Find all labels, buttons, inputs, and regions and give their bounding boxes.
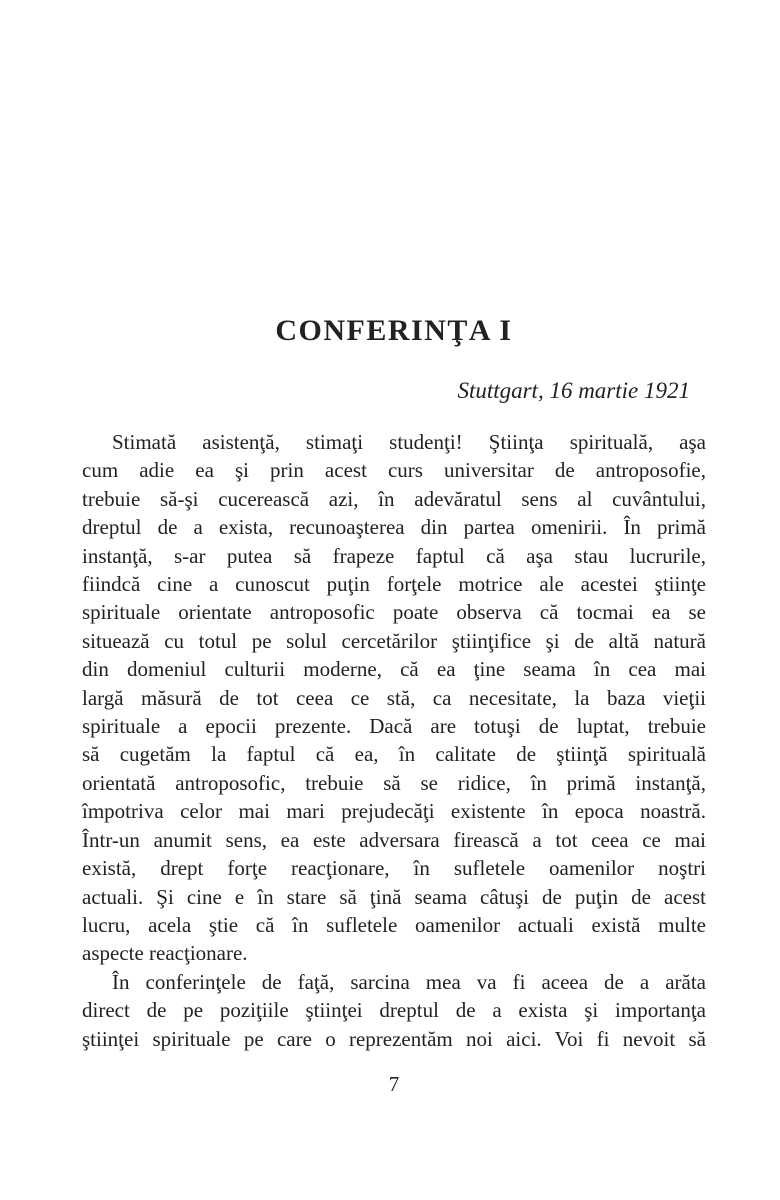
text-line: din domeniul culturii moderne, că ea ţine seama în cea mai bbox=[82, 657, 706, 682]
text-line: ştiinţei spirituale pe care o reprezentăm noi aici. Voi fi nevoit să bbox=[82, 1026, 706, 1051]
text-line: spirituale orientate antroposofic poate observa că tocmai ea se bbox=[82, 600, 706, 625]
text-line: lucru, acela ştie că în sufletele oamenilor actuali există multe bbox=[82, 912, 706, 937]
text-line: În conferinţele de faţă, sarcina mea va fi aceea de a arăta bbox=[112, 969, 706, 994]
text-line: largă măsură de tot ceea ce stă, ca necesitate, la baza vieţii bbox=[82, 685, 706, 710]
text-line: împotriva celor mai mari prejudecăţi existente în epoca noastră. bbox=[82, 799, 706, 824]
text-line: spirituale a epocii prezente. Dacă are totuşi de luptat, trebuie bbox=[82, 714, 706, 739]
dateline: Stuttgart, 16 martie 1921 bbox=[457, 378, 690, 403]
text-line: fiindcă cine a cunoscut puţin forţele motrice ale acestei ştiinţe bbox=[82, 572, 706, 597]
text-line: dreptul de a exista, recunoaşterea din partea omenirii. În primă bbox=[82, 515, 706, 540]
text-line: actuali. Şi cine e în stare să ţină seama câtuşi de puţin de acest bbox=[82, 884, 706, 909]
text-line: orientată antroposofic, trebuie să se ridice, în primă instanţă, bbox=[82, 770, 706, 795]
text-line: trebuie să-şi cucerească azi, în adevăratul sens al cuvântului, bbox=[82, 486, 706, 511]
text-line: să cugetăm la faptul că ea, în calitate de ştiinţă spirituală bbox=[82, 742, 706, 767]
text-line: aspecte reacţionare. bbox=[82, 941, 248, 966]
text-line: situează cu totul pe solul cercetărilor ştiinţifice şi de altă natură bbox=[82, 628, 706, 653]
body-text bbox=[82, 428, 706, 1053]
text-line: Stimată asistenţă, stimaţi studenţi! Ştiinţa spirituală, aşa bbox=[112, 430, 706, 454]
text-line: direct de pe poziţiile ştiinţei dreptul de a exista şi importanţa bbox=[82, 998, 706, 1023]
chapter-title: CONFERINŢA I bbox=[275, 314, 513, 348]
text-line: Într-un anumit sens, ea este adversara firească a tot ceea ce mai bbox=[82, 827, 706, 852]
text-line: cum adie ea şi prin acest curs universitar de antroposofie, bbox=[82, 458, 706, 483]
text-line: există, drept forţe reacţionare, în sufletele oamenilor noştri bbox=[82, 856, 706, 881]
page-number: 7 bbox=[388, 1072, 400, 1096]
text-line: instanţă, s-ar putea să frapeze faptul că aşa stau lucrurile, bbox=[82, 543, 706, 568]
